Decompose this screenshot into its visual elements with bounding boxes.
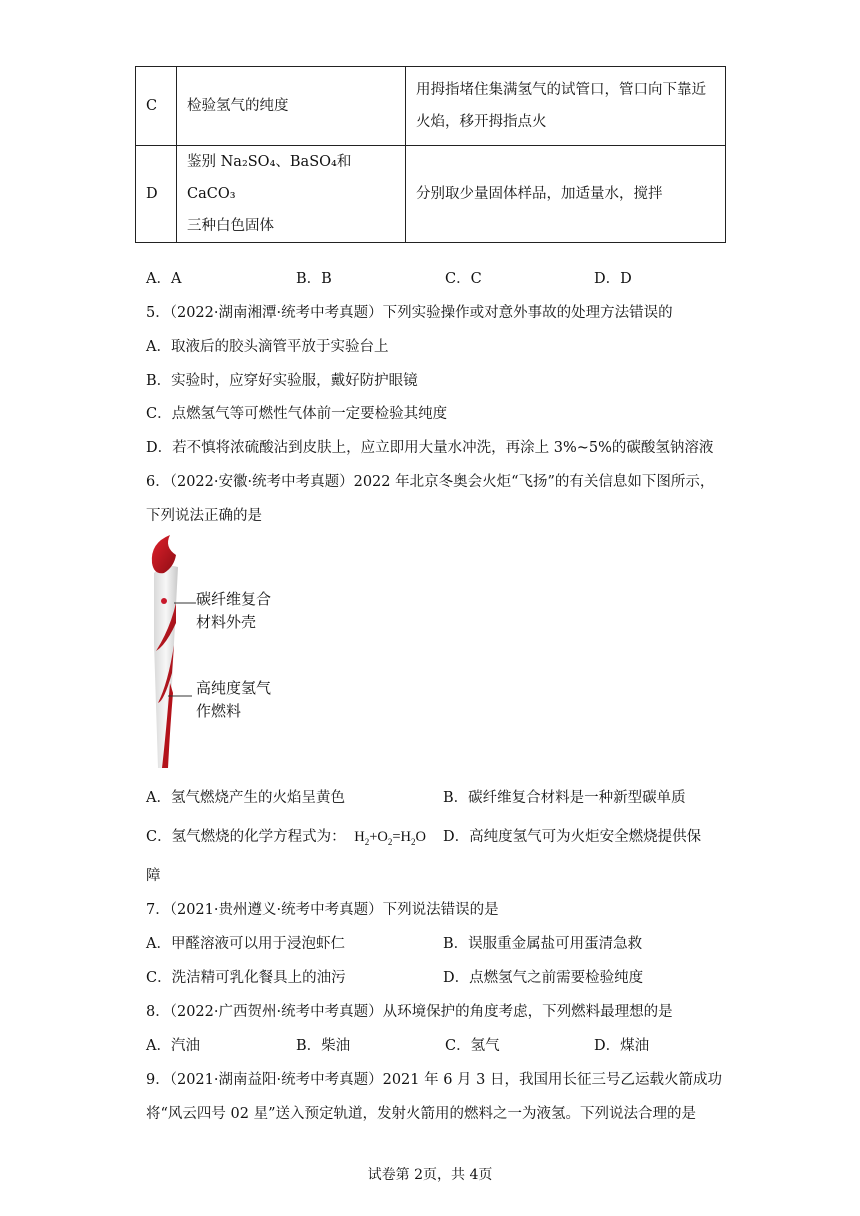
q6-choice-c[interactable]: C．氢气燃烧的化学方程式为： $H_2+O_2=H_2O$ [146, 829, 426, 847]
torch-image [140, 533, 290, 773]
q5-choice-a[interactable]: A．取液后的胶头滴管平放于实验台上 [146, 339, 389, 355]
table-row [136, 67, 726, 146]
q5-choice-c[interactable]: C．点燃氢气等可燃性气体前一定要检验其纯度 [146, 406, 448, 422]
q8-choice-b[interactable]: B．柴油 [296, 1038, 351, 1054]
q6-choice-b[interactable]: B．碳纤维复合材料是一种新型碳单质 [443, 790, 686, 806]
row-purpose: 检验氢气的纯度 [177, 67, 406, 146]
choice-d[interactable]: D．D [594, 271, 632, 287]
q7-choice-b[interactable]: B．误服重金属盐可用蛋清急救 [443, 936, 643, 952]
question-8-stem: 8．（2022·广西贺州·统考中考真题）从环境保护的角度考虑，下列燃料最理想的是 [146, 1004, 673, 1020]
label-shell-line2: 材料外壳 [196, 613, 257, 631]
page-footer: 试卷第 2页，共 4页 [367, 1167, 493, 1183]
label-fuel-line2: 作燃料 [196, 702, 242, 720]
q8-choice-c[interactable]: C．氢气 [445, 1038, 500, 1054]
equation: $H_2+O_2=H_2O$ [354, 829, 426, 847]
row-label: C [136, 67, 177, 146]
label-fuel-line1: 高纯度氢气 [196, 679, 272, 697]
q8-choice-d[interactable]: D．煤油 [594, 1038, 650, 1054]
question-6-stem: 6．（2022·安徽·统考中考真题）2022 年北京冬奥会火炬“飞扬”的有关信息如下图所示， [146, 474, 715, 490]
q5-choice-b[interactable]: B．实验时，应穿好实验服，戴好防护眼镜 [146, 373, 418, 389]
torch-figure [140, 533, 290, 773]
q5-choice-d[interactable]: D．若不慎将浓硫酸沾到皮肤上，应立即用大量水冲洗，再涂上 3%~5%的碳酸氢钠溶液 [146, 440, 714, 456]
question-6-stem-cont: 下列说法正确的是 [146, 508, 262, 524]
q7-choice-d[interactable]: D．点燃氢气之前需要检验纯度 [443, 970, 644, 986]
row-purpose: 鉴别 Na₂SO₄、BaSO₄和 CaCO₃ 三种白色固体 [177, 146, 406, 243]
q8-choice-a[interactable]: A．汽油 [146, 1038, 200, 1054]
choice-a[interactable]: A．A [146, 271, 182, 287]
choice-b[interactable]: B．B [296, 271, 332, 287]
question-9-stem-cont: 将“风云四号 02 星”送入预定轨道，发射火箭用的燃料之一为液氢。下列说法合理的是 [146, 1106, 696, 1122]
q7-choice-c[interactable]: C．洗洁精可乳化餐具上的油污 [146, 970, 346, 986]
label-shell-line1: 碳纤维复合 [196, 590, 272, 608]
q6-choice-d-cont: 障 [146, 868, 161, 884]
options-table [135, 66, 726, 243]
q6-choice-a[interactable]: A．氢气燃烧产生的火焰呈黄色 [146, 790, 345, 806]
row-method: 用拇指堵住集满氢气的试管口，管口向下靠近 火焰，移开拇指点火 [406, 67, 726, 146]
question-9-stem: 9．（2021·湖南益阳·统考中考真题）2021 年 6 月 3 日，我国用长征三号乙运载火箭成功 [146, 1072, 722, 1088]
question-5-stem: 5．（2022·湖南湘潭·统考中考真题）下列实验操作或对意外事故的处理方法错误的 [146, 305, 673, 321]
choice-c[interactable]: C．C [445, 271, 482, 287]
q7-choice-a[interactable]: A．甲醛溶液可以用于浸泡虾仁 [146, 936, 345, 952]
question-7-stem: 7．（2021·贵州遵义·统考中考真题）下列说法错误的是 [146, 902, 499, 918]
row-label: D [136, 146, 177, 243]
row-method: 分别取少量固体样品，加适量水，搅拌 [406, 146, 726, 243]
table-row [136, 146, 726, 243]
q6-choice-d[interactable]: D．高纯度氢气可为火炬安全燃烧提供保 [443, 829, 702, 845]
